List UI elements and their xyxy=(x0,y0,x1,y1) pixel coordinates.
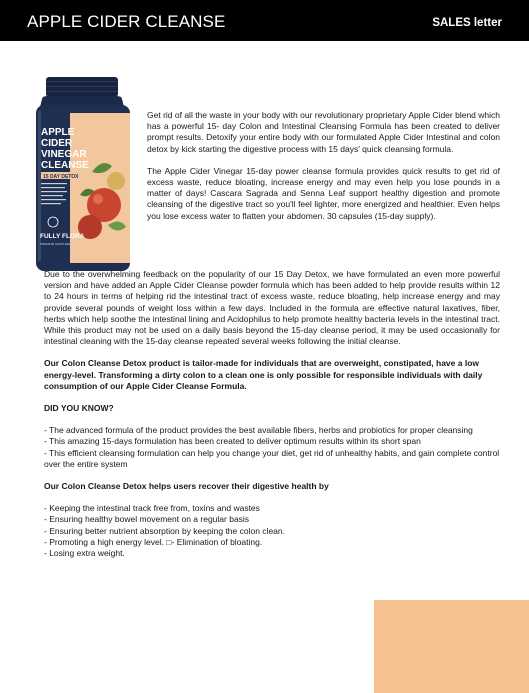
body-section xyxy=(44,269,500,570)
benefits-heading: Our Colon Cleanse Detox helps users recover their digestive health by xyxy=(44,481,329,492)
list-item: - Promoting a high energy level. □- Elimination of bloating. xyxy=(44,536,263,547)
product-bottle-image xyxy=(32,77,134,274)
benefits-list xyxy=(44,503,500,559)
bottle-brand-sub: PREMIUM SUPPLEMENTS xyxy=(40,242,78,246)
tailor-made-paragraph: Our Colon Cleanse Detox product is tailor-made for individuals that are overweight, constipated, have a low energy-level. Transforming a dirty colon to a clean one is only possible for responsible individuals with daily consumption of our Apple Cider Cleanse Formula. xyxy=(44,358,483,391)
bottle-text-vinegar: VINEGAR xyxy=(41,149,87,160)
list-item: - This efficient cleansing formulation can help you change your diet, get rid of unhealthy habits, and gain complete control over the entire system xyxy=(44,447,500,469)
did-you-know-heading: DID YOU KNOW? xyxy=(44,403,114,414)
list-item: - Ensuring healthy bowel movement on a regular basis xyxy=(44,514,250,525)
list-item: - Keeping the intestinal track free from, toxins and wastes xyxy=(44,503,260,514)
bottle-brand: FULLY FLORA xyxy=(40,233,85,240)
header-bar xyxy=(0,0,529,41)
bottle-subtitle: 15 DAY DETOX xyxy=(43,174,79,180)
page-title: APPLE CIDER CLEANSE xyxy=(27,12,226,31)
list-item: - The advanced formula of the product provides the best available fibers, herbs and probiotics for proper cleansing xyxy=(44,425,473,436)
list-item: - Losing extra weight. xyxy=(44,548,125,559)
intro-paragraph-1: Get rid of all the waste in your body with our revolutionary proprietary Apple Cider blend which has a powerful 15- day Colon and Intestinal Cleansing Formula has been created to deliver prompt results. Detoxify your entire body with our formulated Apple Cider Intestinal and colon detox by kick starting the digestive process with 15 days' quick cleansing formula. xyxy=(147,110,500,154)
bottle-text-cleanse: CLEANSE xyxy=(41,160,89,171)
decorative-accent-box xyxy=(374,600,529,693)
intro-paragraph-2: The Apple Cider Vinegar 15-day power cleanse formula provides quick results to get rid of excess waste, reduce bloating, increase energy and may even help you lose pounds in a matter of days! Cascara Sagrada and Senna Leaf support healthy digestion and promote cleansing of the digestive tract so you'll feel lighter, more energized and healthier. Even helps you lose excess water to flatten your abdomen. 30 capsules (15-day supply). xyxy=(147,165,500,221)
list-item: - This amazing 15-days formulation has been created to deliver optimum results within its short span xyxy=(44,436,421,447)
bottle-text-apple: APPLE xyxy=(41,127,75,138)
intro-section xyxy=(147,110,500,222)
did-you-know-list xyxy=(44,425,500,470)
bottle-text-cider: CIDER xyxy=(41,138,73,149)
detox-paragraph: Due to the overwhelming feedback on the popularity of our 15 Day Detox, we have formulated an even more powerful version and have added an Apple Cider Cleanse powder formula which has been added to help provide results within 12 to 24 hours in terms of helping rid the intestinal tract of excess waste, reduce bloating, help increase energy and may provide several pounds of weight loss within a few days. Included in the formula are effective natural laxatives, fiber, herbs which help soothe the intestinal lining and Acidophilus to help promote healthy bacteria levels in the intestinal tract. While this product may not be used on a daily basis beyond the 15-day cleanse period, it may be used occasionally for intestinal cleaning with the 15-day cleanse repeated several weeks following the initial cleanse. xyxy=(44,269,500,347)
list-item: - Ensuring better nutrient absorption by keeping the colon clean. xyxy=(44,525,285,536)
sales-letter-tag: SALES letter xyxy=(432,17,502,29)
